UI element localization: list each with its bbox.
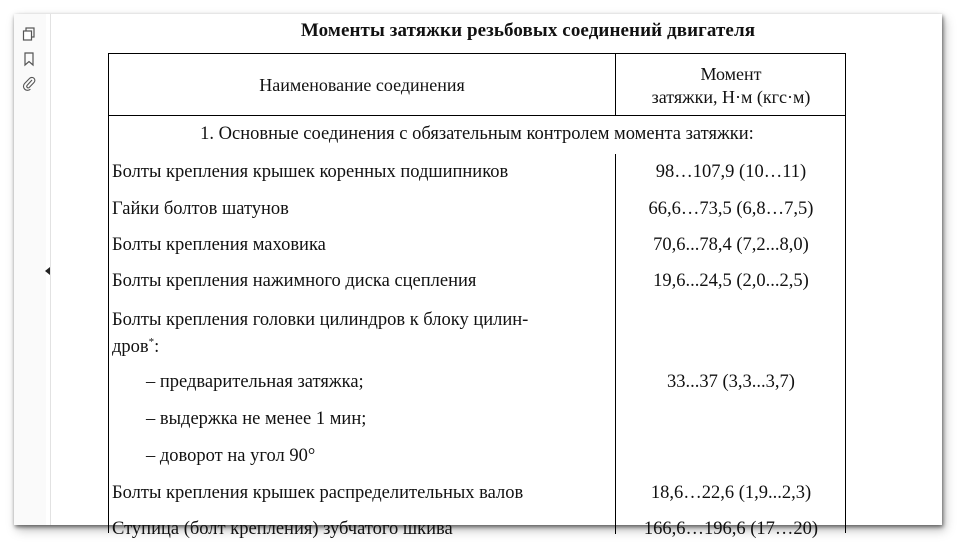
step-value: 33...37 (3,3...3,7)	[667, 372, 795, 392]
table-right-rule	[845, 53, 846, 533]
table-row-value: 66,6…73,5 (6,8…7,5)	[648, 199, 814, 219]
copy-icon[interactable]	[22, 27, 36, 41]
section-heading: 1. Основные соединения с обязательным контролем момента затяжки:	[200, 124, 754, 144]
header-name-column: Наименование соединения	[259, 75, 465, 95]
footnote-mark: *	[148, 336, 155, 348]
head-bolts-line1: Болты крепления головки цилиндров к блоку цилин-	[112, 310, 529, 330]
table-row-value-cut: 166,6…196,6 (17…20)	[643, 519, 819, 539]
document-title: Моменты затяжки резьбовых соединений двигателя	[300, 20, 756, 41]
side-toolbar	[14, 14, 46, 525]
table-row-value: 19,6...24,5 (2,0...2,5)	[653, 271, 809, 291]
table-row-value: 98…107,9 (10…11)	[655, 162, 807, 182]
header-torque-line2: затяжки, Н·м (кгс·м)	[651, 87, 811, 107]
table-row-name: Болты крепления крышек коренных подшипников	[112, 162, 509, 182]
table-row-name: Гайки болтов шатунов	[112, 199, 289, 219]
table-row-value: 70,6...78,4 (7,2...8,0)	[653, 235, 809, 255]
document-viewer-window	[14, 14, 942, 539]
head-bolts-line2: дров*:	[112, 336, 160, 358]
step-name: – предварительная затяжка;	[146, 372, 364, 392]
bookmark-icon[interactable]	[22, 52, 36, 66]
table-row-name: Болты крепления маховика	[112, 235, 326, 255]
header-torque-line1: Момент	[700, 64, 762, 84]
step-name: – доворот на угол 90°	[146, 446, 316, 466]
page-edge	[50, 14, 51, 525]
table-top-rule	[108, 53, 846, 54]
table-row-name: Болты крепления нажимного диска сцепления	[112, 271, 477, 291]
attachment-icon[interactable]	[22, 76, 36, 90]
table-row-name-cut: Ступица (болт крепления) зубчатого шкива	[112, 519, 453, 539]
table-row-name: Болты крепления крышек распределительных валов	[112, 483, 524, 503]
table-row-value: 18,6…22,6 (1,9...2,3)	[650, 483, 812, 503]
header-bottom-rule	[108, 115, 846, 116]
step-name: – выдержка не менее 1 мин;	[146, 409, 367, 429]
